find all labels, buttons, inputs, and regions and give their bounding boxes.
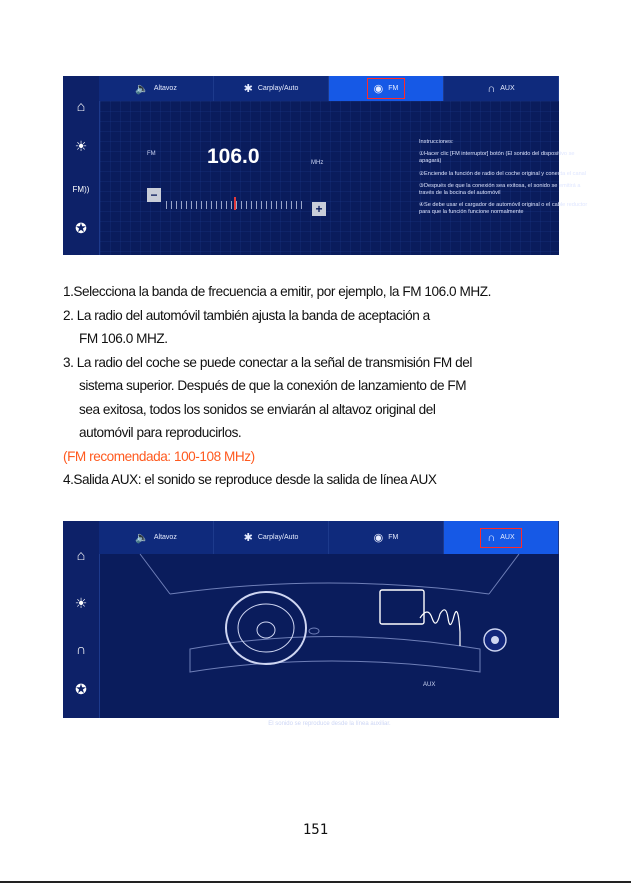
tab-label: Carplay/Auto [257, 85, 299, 92]
home-icon[interactable]: ⌂ [76, 98, 86, 114]
aux-port-label: AUX [423, 682, 436, 688]
speaker-icon: 🔈 [135, 532, 149, 544]
tab-carplay[interactable] [214, 76, 329, 101]
fm-panel [100, 101, 588, 255]
sidebar [63, 521, 100, 718]
instruction-item: ③Después de que la conexión sea exitosa, el sonido se emitirá a través de la bocina del automóvil [419, 182, 581, 197]
tab-carplay[interactable] [214, 521, 329, 554]
brightness-icon[interactable]: ☀ [74, 595, 88, 611]
aux-caption: El sonido se reproduce desde la línea auxiliar. [268, 721, 391, 727]
step-4: 4.Salida AUX: el sonido se reproduce desde la salida de línea AUX [63, 472, 437, 487]
headphones-icon: ∩ [487, 531, 496, 544]
headphones-icon[interactable]: ∩ [75, 641, 87, 657]
highlight-box [367, 78, 406, 99]
tab-label: Altavoz [153, 85, 177, 92]
speaker-icon: 🔈 [135, 83, 149, 95]
instruction-item: ②Enciende la función de radio del coche original y conecta el canal [419, 170, 587, 177]
bluetooth-icon: ✱ [243, 532, 253, 544]
unit-label: MHz [311, 160, 324, 166]
home-icon[interactable]: ⌂ [76, 547, 86, 563]
increase-button[interactable]: + [312, 202, 326, 216]
tab-aux[interactable] [444, 521, 559, 554]
radio-icon: ◉ [373, 83, 384, 95]
aux-screenshot [63, 521, 559, 727]
fm-label: FM [147, 151, 156, 157]
tab-label: Carplay/Auto [257, 534, 299, 541]
step-3: 3. La radio del coche se puede conectar a la señal de transmisión FM del [63, 354, 472, 370]
brightness-icon[interactable]: ☀ [74, 138, 88, 154]
tab-label: AUX [500, 534, 515, 541]
tab-fm[interactable] [329, 76, 444, 101]
fm-screenshot [63, 76, 588, 255]
frequency-scale[interactable] [166, 201, 306, 209]
instruction-item: ④Se debe usar el cargador de automóvil original o el cable reductor para que la función funcione normalmente [419, 202, 588, 216]
instructions-title: Instrucciones: [419, 139, 454, 145]
step-1: 1.Selecciona la banda de frecuencia a emitir, por ejemplo, la FM 106.0 MHZ. [63, 284, 491, 299]
tab-bar [99, 521, 559, 554]
headphones-icon: ∩ [487, 82, 496, 95]
step-2-cont: FM 106.0 MHZ. [79, 331, 168, 346]
settings-icon[interactable]: ✪ [75, 220, 87, 236]
tab-label: AUX [500, 85, 515, 92]
highlight-box [480, 528, 521, 548]
instructions [419, 139, 595, 222]
car-dashboard-illustration [100, 554, 559, 718]
manual-text [63, 280, 491, 492]
sidebar [63, 76, 100, 255]
tab-label: Altavoz [153, 534, 177, 541]
tab-fm[interactable] [329, 521, 444, 554]
step-3-cont: automóvil para reproducirlos. [79, 425, 242, 440]
radio-icon: ◉ [373, 532, 384, 544]
instruction-item: ①Hacer clic [FM interruptor] botón (El sonido del dispositivo se apagará) [419, 151, 575, 165]
step-3-cont: sea exitosa, todos los sonidos se enviarán al altavoz original del [79, 401, 436, 417]
tab-label: FM [388, 85, 399, 92]
tab-bar [99, 76, 559, 101]
tab-altavoz[interactable] [99, 521, 214, 554]
frequency-marker[interactable] [234, 197, 236, 210]
frequency-display: 106.0 [207, 145, 260, 168]
sidebar-fm-label: FM [72, 185, 85, 194]
settings-icon[interactable]: ✪ [75, 681, 87, 697]
aux-panel [100, 554, 559, 727]
step-2: 2. La radio del automóvil también ajusta la banda de aceptación a [63, 307, 430, 323]
step-3-cont: sistema superior. Después de que la conexión de lanzamiento de FM [79, 378, 467, 393]
tab-label: FM [388, 534, 399, 541]
tab-altavoz[interactable] [99, 76, 214, 101]
sidebar-fm-item[interactable]: FM)) [72, 185, 90, 194]
decrease-button[interactable]: − [147, 188, 161, 202]
recommended-note: (FM recomendada: 100-108 MHz) [63, 448, 255, 464]
tab-aux[interactable] [444, 76, 559, 101]
bluetooth-icon: ✱ [243, 83, 253, 95]
page-number: 151 [302, 822, 329, 838]
